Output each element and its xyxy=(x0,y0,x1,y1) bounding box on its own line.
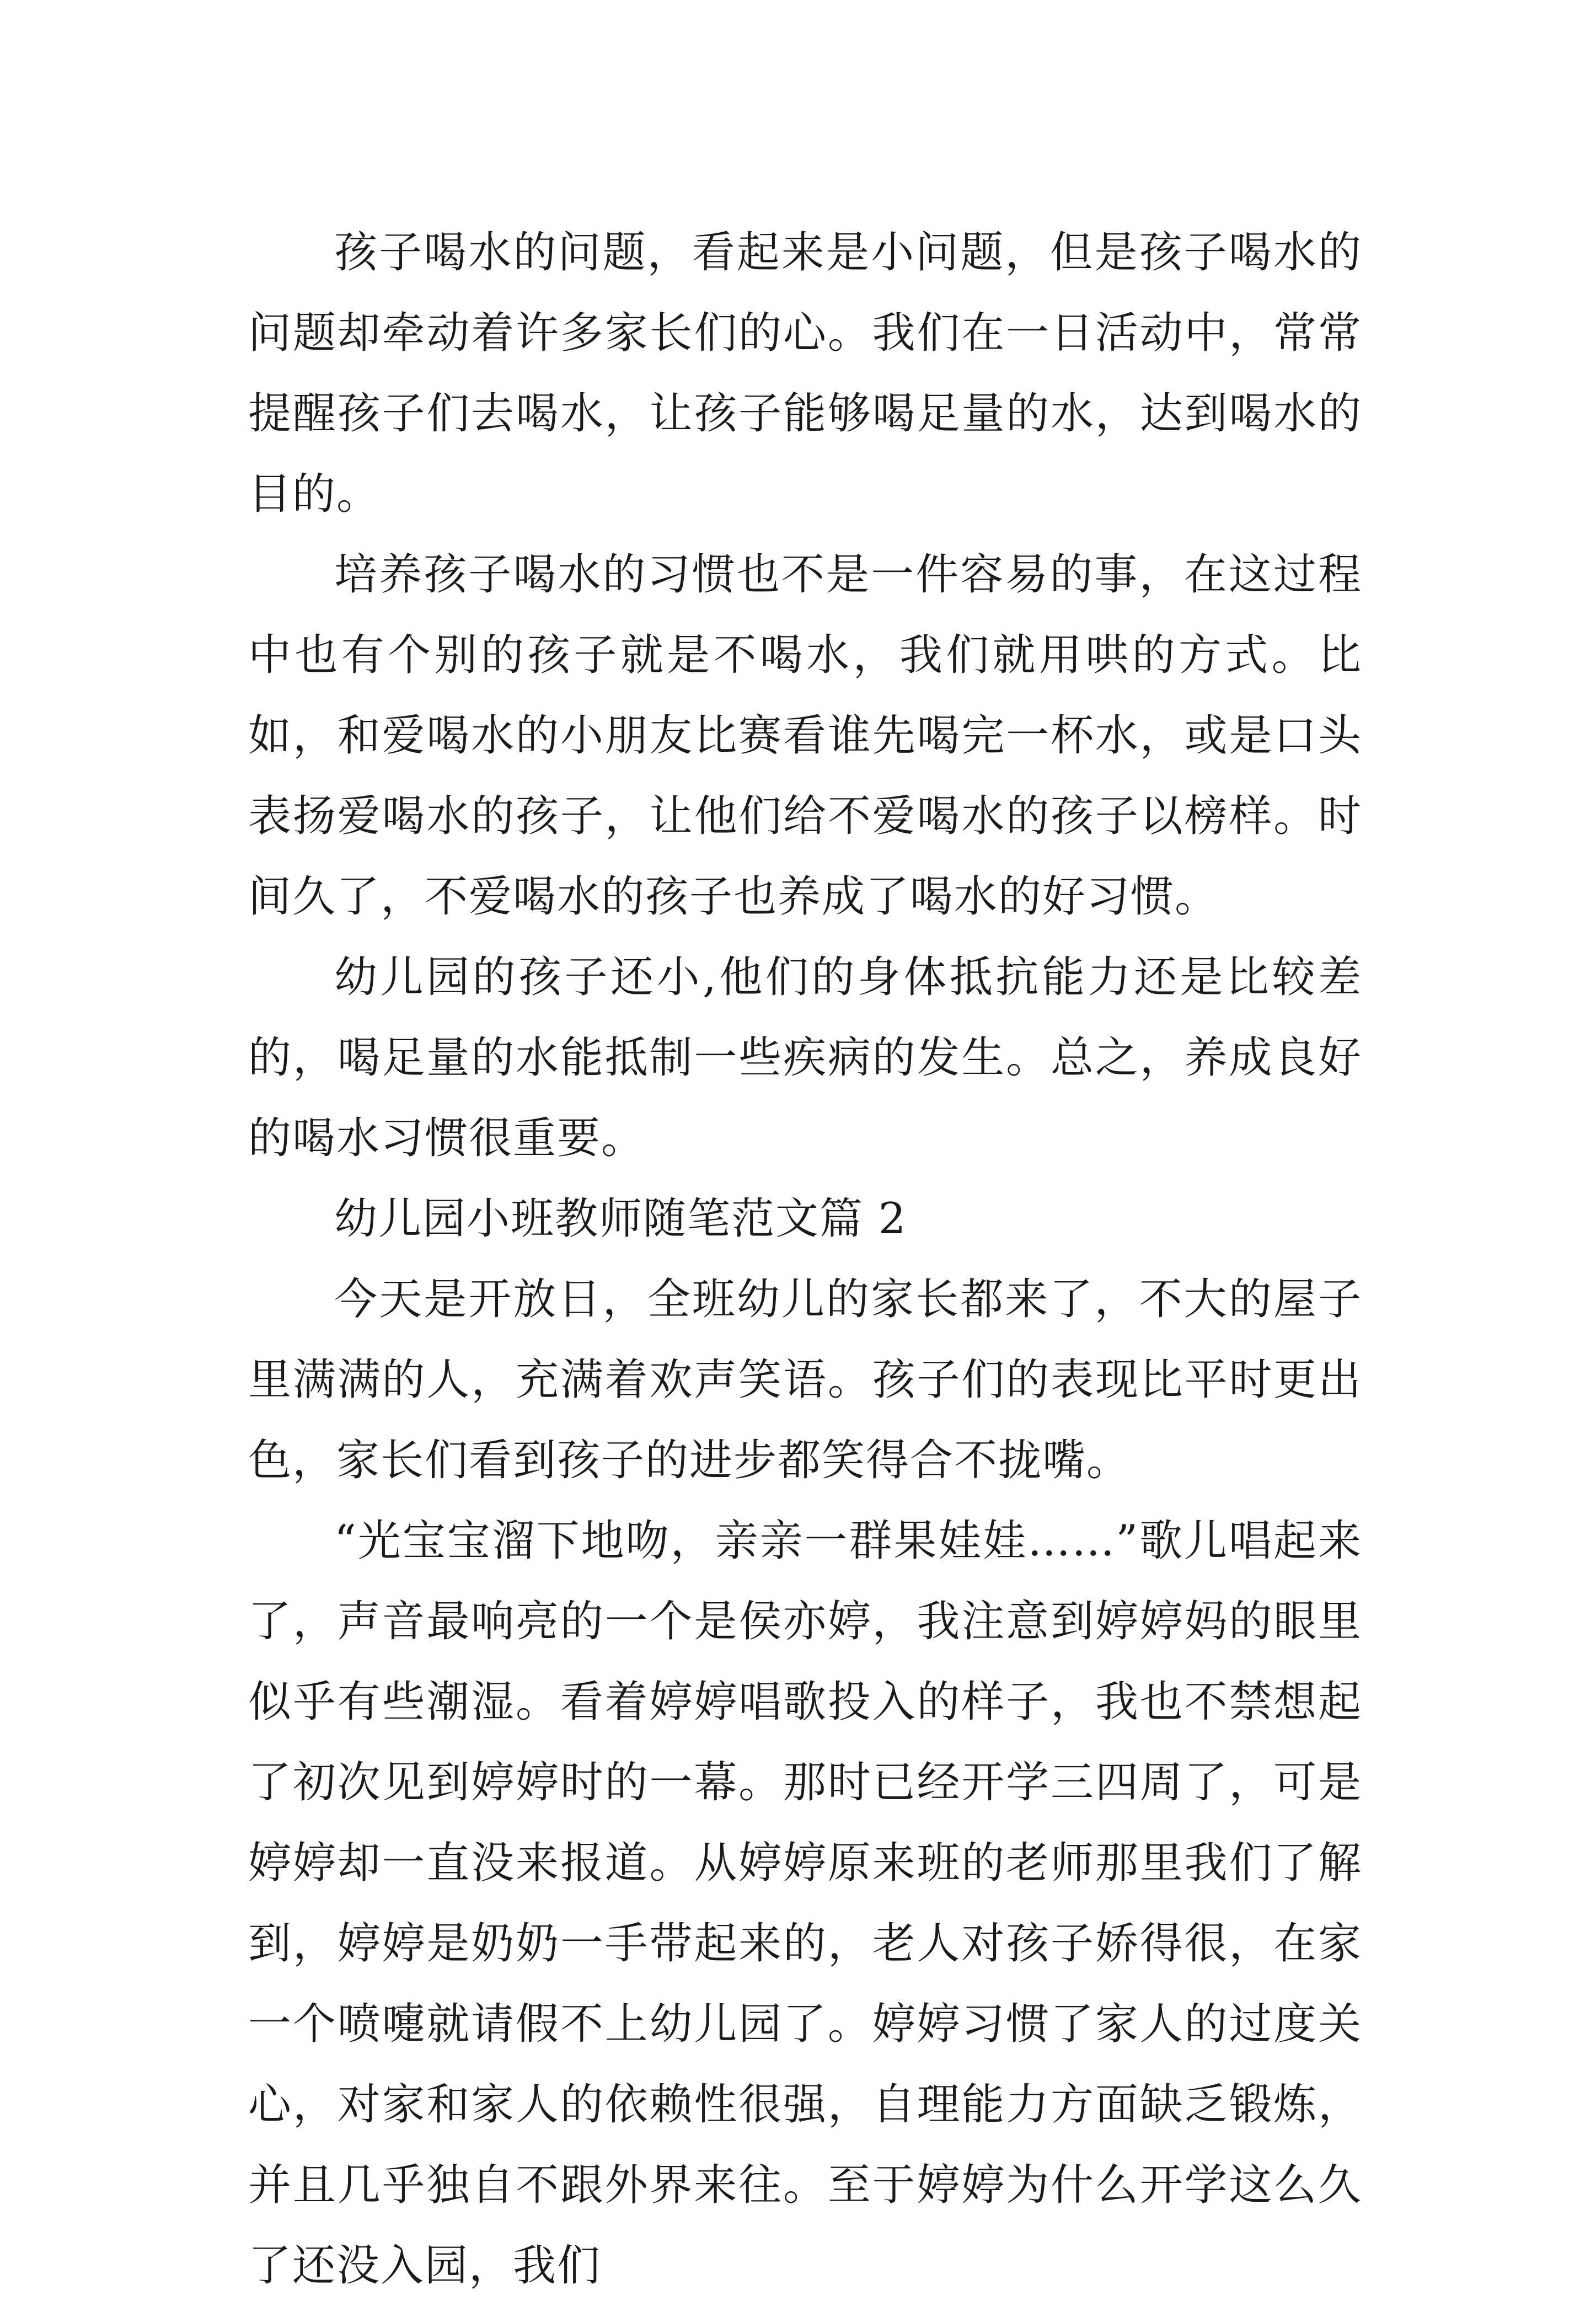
paragraph-open-day: 今天是开放日，全班幼儿的家长都来了，不大的屋子里满满的人，充满着欢声笑语。孩子们的表现比平时更出色，家长们看到孩子的进步都笑得合不拢嘴。 xyxy=(248,1275,1362,1485)
document-body xyxy=(248,212,1362,2306)
paragraph-drinking-habit: 培养孩子喝水的习惯也不是一件容易的事，在这过程中也有个别的孩子就是不喝水，我们就用哄的方式。比如，和爱喝水的小朋友比赛看谁先喝完一杯水，或是口头表扬爱喝水的孩子，让他们给不爱喝水的孩子以榜样。时间久了，不爱喝水的孩子也养成了喝水的好习惯。 xyxy=(248,550,1362,922)
paragraph-resistance: 幼儿园的孩子还小,他们的身体抵抗能力还是比较差的，喝足量的水能抵制一些疾病的发生。总之，养成良好的喝水习惯很重要。 xyxy=(248,953,1362,1163)
paragraph-water-problem: 孩子喝水的问题，看起来是小问题，但是孩子喝水的问题却牵动着许多家长们的心。我们在一日活动中，常常提醒孩子们去喝水，让孩子能够喝足量的水，达到喝水的目的。 xyxy=(248,228,1362,519)
section-heading: 幼儿园小班教师随笔范文篇 2 xyxy=(334,1194,907,1244)
paragraph-tingting: “光宝宝溜下地吻，亲亲一群果娃娃……”歌儿唱起来了，声音最响亮的一个是侯亦婷，我注意到婷婷妈的眼里似乎有些潮湿。看着婷婷唱歌投入的样子，我也不禁想起了初次见到婷婷时的一幕。那时已经开学三四周了，可是婷婷却一直没来报道。从婷婷原来班的老师那里我们了解到，婷婷是奶奶一手带起来的，老人对孩子娇得很，在家一个喷嚏就请假不上幼儿园了。婷婷习惯了家人的过度关心，对家和家人的依赖性很强，自理能力方面缺乏锻炼，并且几乎独自不跟外界来往。至于婷婷为什么开学这么久了还没入园，我们 xyxy=(248,1516,1362,2291)
